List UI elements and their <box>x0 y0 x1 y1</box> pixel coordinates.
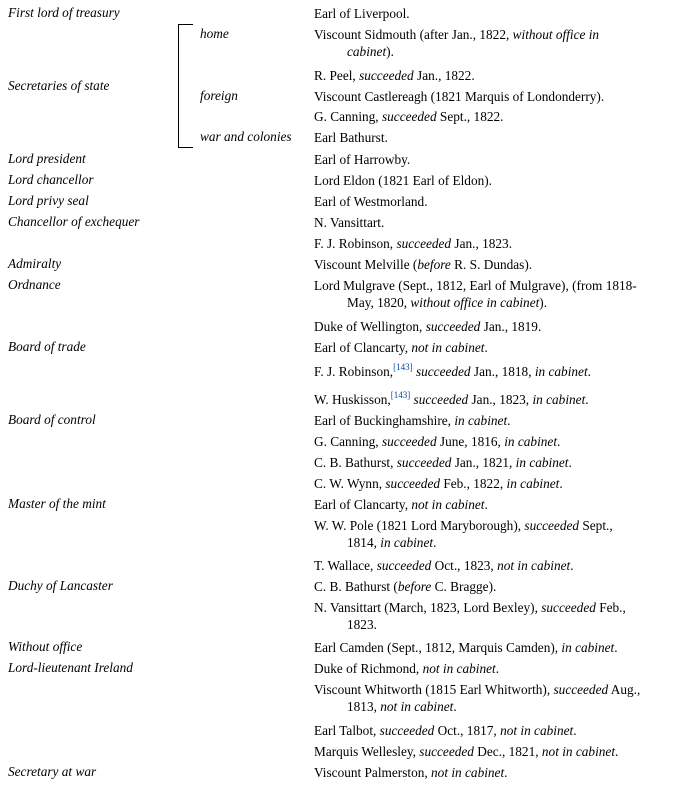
text: Jan., 1822. <box>413 68 475 83</box>
holder-line <box>314 497 488 512</box>
text: Earl of Buckinghamshire, <box>314 413 455 428</box>
text: N. Vansittart (March, 1823, Lord Bexley), <box>314 600 542 615</box>
text: Viscount Sidmouth (after Jan., 1822, <box>314 27 513 42</box>
text: W. W. Pole (1821 Lord Maryborough), <box>314 518 525 533</box>
office-board-of-control: Board of control <box>8 412 96 427</box>
text: Jan., 1823. <box>451 236 513 251</box>
text: C. B. Bathurst ( <box>314 579 398 594</box>
holder-line <box>314 413 510 428</box>
text: G. Canning, <box>314 434 382 449</box>
text: Earl Bathurst. <box>314 130 388 145</box>
text: 1823. <box>347 617 377 632</box>
text: Marquis Wellesley, <box>314 744 420 759</box>
text: Viscount Castlereagh (1821 Marquis of Londonderry). <box>314 89 605 104</box>
holder-line <box>314 723 577 738</box>
text: Dec., 1821, <box>473 744 542 759</box>
office-master-of-the-mint: Master of the mint <box>8 496 106 511</box>
office-lord-lieutenant-ireland: Lord-lieutenant Ireland <box>8 660 133 675</box>
holder-line <box>314 194 428 209</box>
italic-text: cabinet <box>347 44 387 59</box>
text: Oct., 1817, <box>434 723 501 738</box>
text: Earl Camden (Sept., 1812, Marquis Camden), <box>314 640 562 655</box>
text: . <box>495 661 500 676</box>
text: G. Canning, <box>314 109 382 124</box>
text: N. Vansittart. <box>314 215 385 230</box>
office-without-office: Without office <box>8 639 83 654</box>
text: Earl Talbot, <box>314 723 380 738</box>
italic-text: in cabinet <box>506 476 560 491</box>
italic-text: without office in <box>512 27 600 42</box>
holder-line <box>314 476 563 491</box>
office-holder <box>314 277 684 311</box>
holder-line <box>314 236 512 251</box>
italic-text: succeeded <box>379 723 435 738</box>
text: F. J. Robinson, <box>314 364 394 379</box>
text: Duke of Richmond, <box>314 661 423 676</box>
holder-line <box>314 340 488 355</box>
holder-line <box>314 130 388 145</box>
office-duchy-of-lancaster: Duchy of Lancaster <box>8 578 113 593</box>
text: . <box>557 434 561 449</box>
text: Viscount Whitworth (1815 Earl Whitworth), <box>314 682 554 697</box>
holder-line <box>314 534 684 551</box>
text: . <box>573 723 577 738</box>
holder-line <box>314 682 640 697</box>
office-holder <box>314 391 684 408</box>
holder-line <box>314 278 637 293</box>
office-holder <box>314 681 684 715</box>
holder-line <box>314 616 684 633</box>
office-holder <box>314 743 684 760</box>
office-holder <box>314 496 684 513</box>
text: . <box>559 476 563 491</box>
italic-text: in cabinet <box>504 434 558 449</box>
office-holder <box>314 557 684 574</box>
office-holder <box>314 475 684 492</box>
text: . <box>570 558 574 573</box>
text: . <box>507 413 511 428</box>
text: Aug., <box>608 682 641 697</box>
text: Earl of Harrowby. <box>314 152 411 167</box>
text: T. Wallace, <box>314 558 377 573</box>
holder-line <box>314 744 618 759</box>
holder-line <box>314 640 618 655</box>
office-holder <box>314 88 684 105</box>
text: Jan., 1819. <box>480 319 542 334</box>
office-holder <box>314 67 684 84</box>
office-board-of-trade: Board of trade <box>8 339 86 354</box>
text: Earl of Clancarty, <box>314 340 412 355</box>
italic-text: not in cabinet <box>500 723 574 738</box>
text: Sept., <box>579 518 613 533</box>
italic-text: without office in cabinet <box>410 295 540 310</box>
italic-text: in cabinet <box>561 640 615 655</box>
italic-text: succeeded <box>415 364 471 379</box>
text: Oct., 1823, <box>431 558 498 573</box>
holder-line <box>314 89 604 104</box>
office-ordnance: Ordnance <box>8 277 61 292</box>
office-lord-privy-seal: Lord privy seal <box>8 193 89 208</box>
text: Lord Mulgrave (Sept., 1812, Earl of Mulgrave), (from 1818- <box>314 278 637 293</box>
holder-line <box>314 152 410 167</box>
italic-text: in cabinet <box>454 413 508 428</box>
office-admiralty: Admiralty <box>8 256 62 271</box>
holder-line <box>314 68 475 83</box>
office-holder <box>314 193 684 210</box>
italic-text: succeeded <box>381 434 437 449</box>
italic-text: succeeded <box>413 392 469 407</box>
italic-text: succeeded <box>419 744 474 759</box>
italic-text: not in cabinet <box>431 765 505 780</box>
text: 1814, <box>347 535 381 550</box>
holder-line <box>314 579 496 594</box>
text: Jan., 1818, <box>470 364 535 379</box>
italic-text: in cabinet <box>515 455 569 470</box>
sub-office-foreign: foreign <box>200 88 238 103</box>
text: Sept., 1822. <box>436 109 504 124</box>
text: Jan., 1821, <box>451 455 516 470</box>
holder-line <box>314 661 499 676</box>
office-holder <box>314 517 684 551</box>
text: . <box>587 364 591 379</box>
italic-text: not in cabinet <box>411 497 485 512</box>
holder-line <box>314 600 626 615</box>
text: Earl of Clancarty, <box>314 497 412 512</box>
sub-office-war-and-colonies: war and colonies <box>200 129 292 144</box>
office-holder <box>314 151 684 168</box>
text: Jan., 1823, <box>468 392 533 407</box>
italic-text: in cabinet <box>532 392 586 407</box>
italic-text: before <box>397 579 432 594</box>
text: C. W. Wynn, <box>314 476 386 491</box>
office-holder <box>314 578 684 595</box>
italic-text: not in cabinet <box>422 661 496 676</box>
office-secretary-at-war: Secretary at war <box>8 764 97 779</box>
italic-text: succeeded <box>381 109 437 124</box>
italic-text: succeeded <box>524 518 580 533</box>
office-holder <box>314 256 684 273</box>
office-holder <box>314 318 684 335</box>
text: C. B. Bathurst, <box>314 455 397 470</box>
holder-line <box>314 319 541 334</box>
holder-line <box>314 173 492 188</box>
italic-text: succeeded <box>425 319 481 334</box>
sub-office-home: home <box>200 26 229 41</box>
text: . <box>614 640 618 655</box>
text: R. Peel, <box>314 68 360 83</box>
office-holder <box>314 722 684 739</box>
secretaries-bracket <box>178 24 193 148</box>
text: . <box>504 765 508 780</box>
holder-line <box>314 215 384 230</box>
office-holder <box>314 5 684 22</box>
text: 1813, <box>347 699 381 714</box>
text: . <box>585 392 589 407</box>
holder-line <box>314 518 613 533</box>
text: Earl of Liverpool. <box>314 6 410 21</box>
office-holder <box>314 660 684 677</box>
office-holder <box>314 599 684 633</box>
holder-line <box>314 455 572 470</box>
text: June, 1816, <box>436 434 505 449</box>
text: C. Bragge). <box>431 579 497 594</box>
text: . <box>568 455 572 470</box>
italic-text: not in cabinet <box>541 744 616 759</box>
holder-line <box>314 364 591 379</box>
text: Earl of Westmorland. <box>314 194 428 209</box>
office-holder <box>314 454 684 471</box>
italic-text: not in cabinet <box>497 558 571 573</box>
holder-line <box>314 27 599 42</box>
office-holder <box>314 108 684 125</box>
holder-line <box>314 294 684 311</box>
italic-text: succeeded <box>376 558 432 573</box>
office-lord-president: Lord president <box>8 151 86 166</box>
text: . <box>484 340 488 355</box>
office-holder <box>314 129 684 146</box>
text: ). <box>539 295 548 310</box>
text: Feb., 1822, <box>440 476 507 491</box>
text: W. Huskisson, <box>314 392 391 407</box>
italic-text: in cabinet <box>380 535 434 550</box>
text: . <box>484 497 488 512</box>
text: ). <box>386 44 394 59</box>
office-holder <box>314 639 684 656</box>
office-holder <box>314 26 684 60</box>
text: Viscount Melville ( <box>314 257 418 272</box>
text: R. S. Dundas). <box>450 257 533 272</box>
italic-text: not in cabinet <box>380 699 454 714</box>
office-holder <box>314 764 684 781</box>
holder-line <box>314 6 410 21</box>
office-first-lord-of-treasury: First lord of treasury <box>8 5 120 20</box>
office-holder <box>314 412 684 429</box>
footnote-link[interactable]: [143] <box>390 390 411 400</box>
text: . <box>615 744 619 759</box>
text: Lord Eldon (1821 Earl of Eldon). <box>314 173 492 188</box>
holder-line <box>314 434 560 449</box>
holder-line <box>314 765 507 780</box>
text: Viscount Palmerston, <box>314 765 432 780</box>
office-holder <box>314 235 684 252</box>
office-holder <box>314 214 684 231</box>
office-holder <box>314 433 684 450</box>
text: Duke of Wellington, <box>314 319 426 334</box>
office-holder <box>314 363 684 380</box>
holder-line <box>314 109 503 124</box>
office-holder <box>314 172 684 189</box>
footnote-link[interactable]: [143] <box>393 362 413 372</box>
holder-line <box>314 257 532 272</box>
text: . <box>433 535 437 550</box>
italic-text: not in cabinet <box>411 340 485 355</box>
italic-text: in cabinet <box>534 364 588 379</box>
text: F. J. Robinson, <box>314 236 397 251</box>
italic-text: succeeded <box>359 68 414 83</box>
text: . <box>453 699 457 714</box>
italic-text: succeeded <box>396 455 452 470</box>
office-lord-chancellor: Lord chancellor <box>8 172 94 187</box>
holder-line <box>314 392 589 407</box>
holder-line <box>314 698 684 715</box>
holder-line <box>314 43 684 60</box>
office-chancellor-of-exchequer: Chancellor of exchequer <box>8 214 140 229</box>
text: Feb., <box>595 600 626 615</box>
office-holder <box>314 339 684 356</box>
italic-text: succeeded <box>385 476 441 491</box>
italic-text: succeeded <box>396 236 452 251</box>
office-secretaries-of-state: Secretaries of state <box>8 78 110 93</box>
italic-text: succeeded <box>541 600 596 615</box>
holder-line <box>314 558 574 573</box>
italic-text: succeeded <box>553 682 609 697</box>
text: May, 1820, <box>347 295 411 310</box>
italic-text: before <box>417 257 451 272</box>
